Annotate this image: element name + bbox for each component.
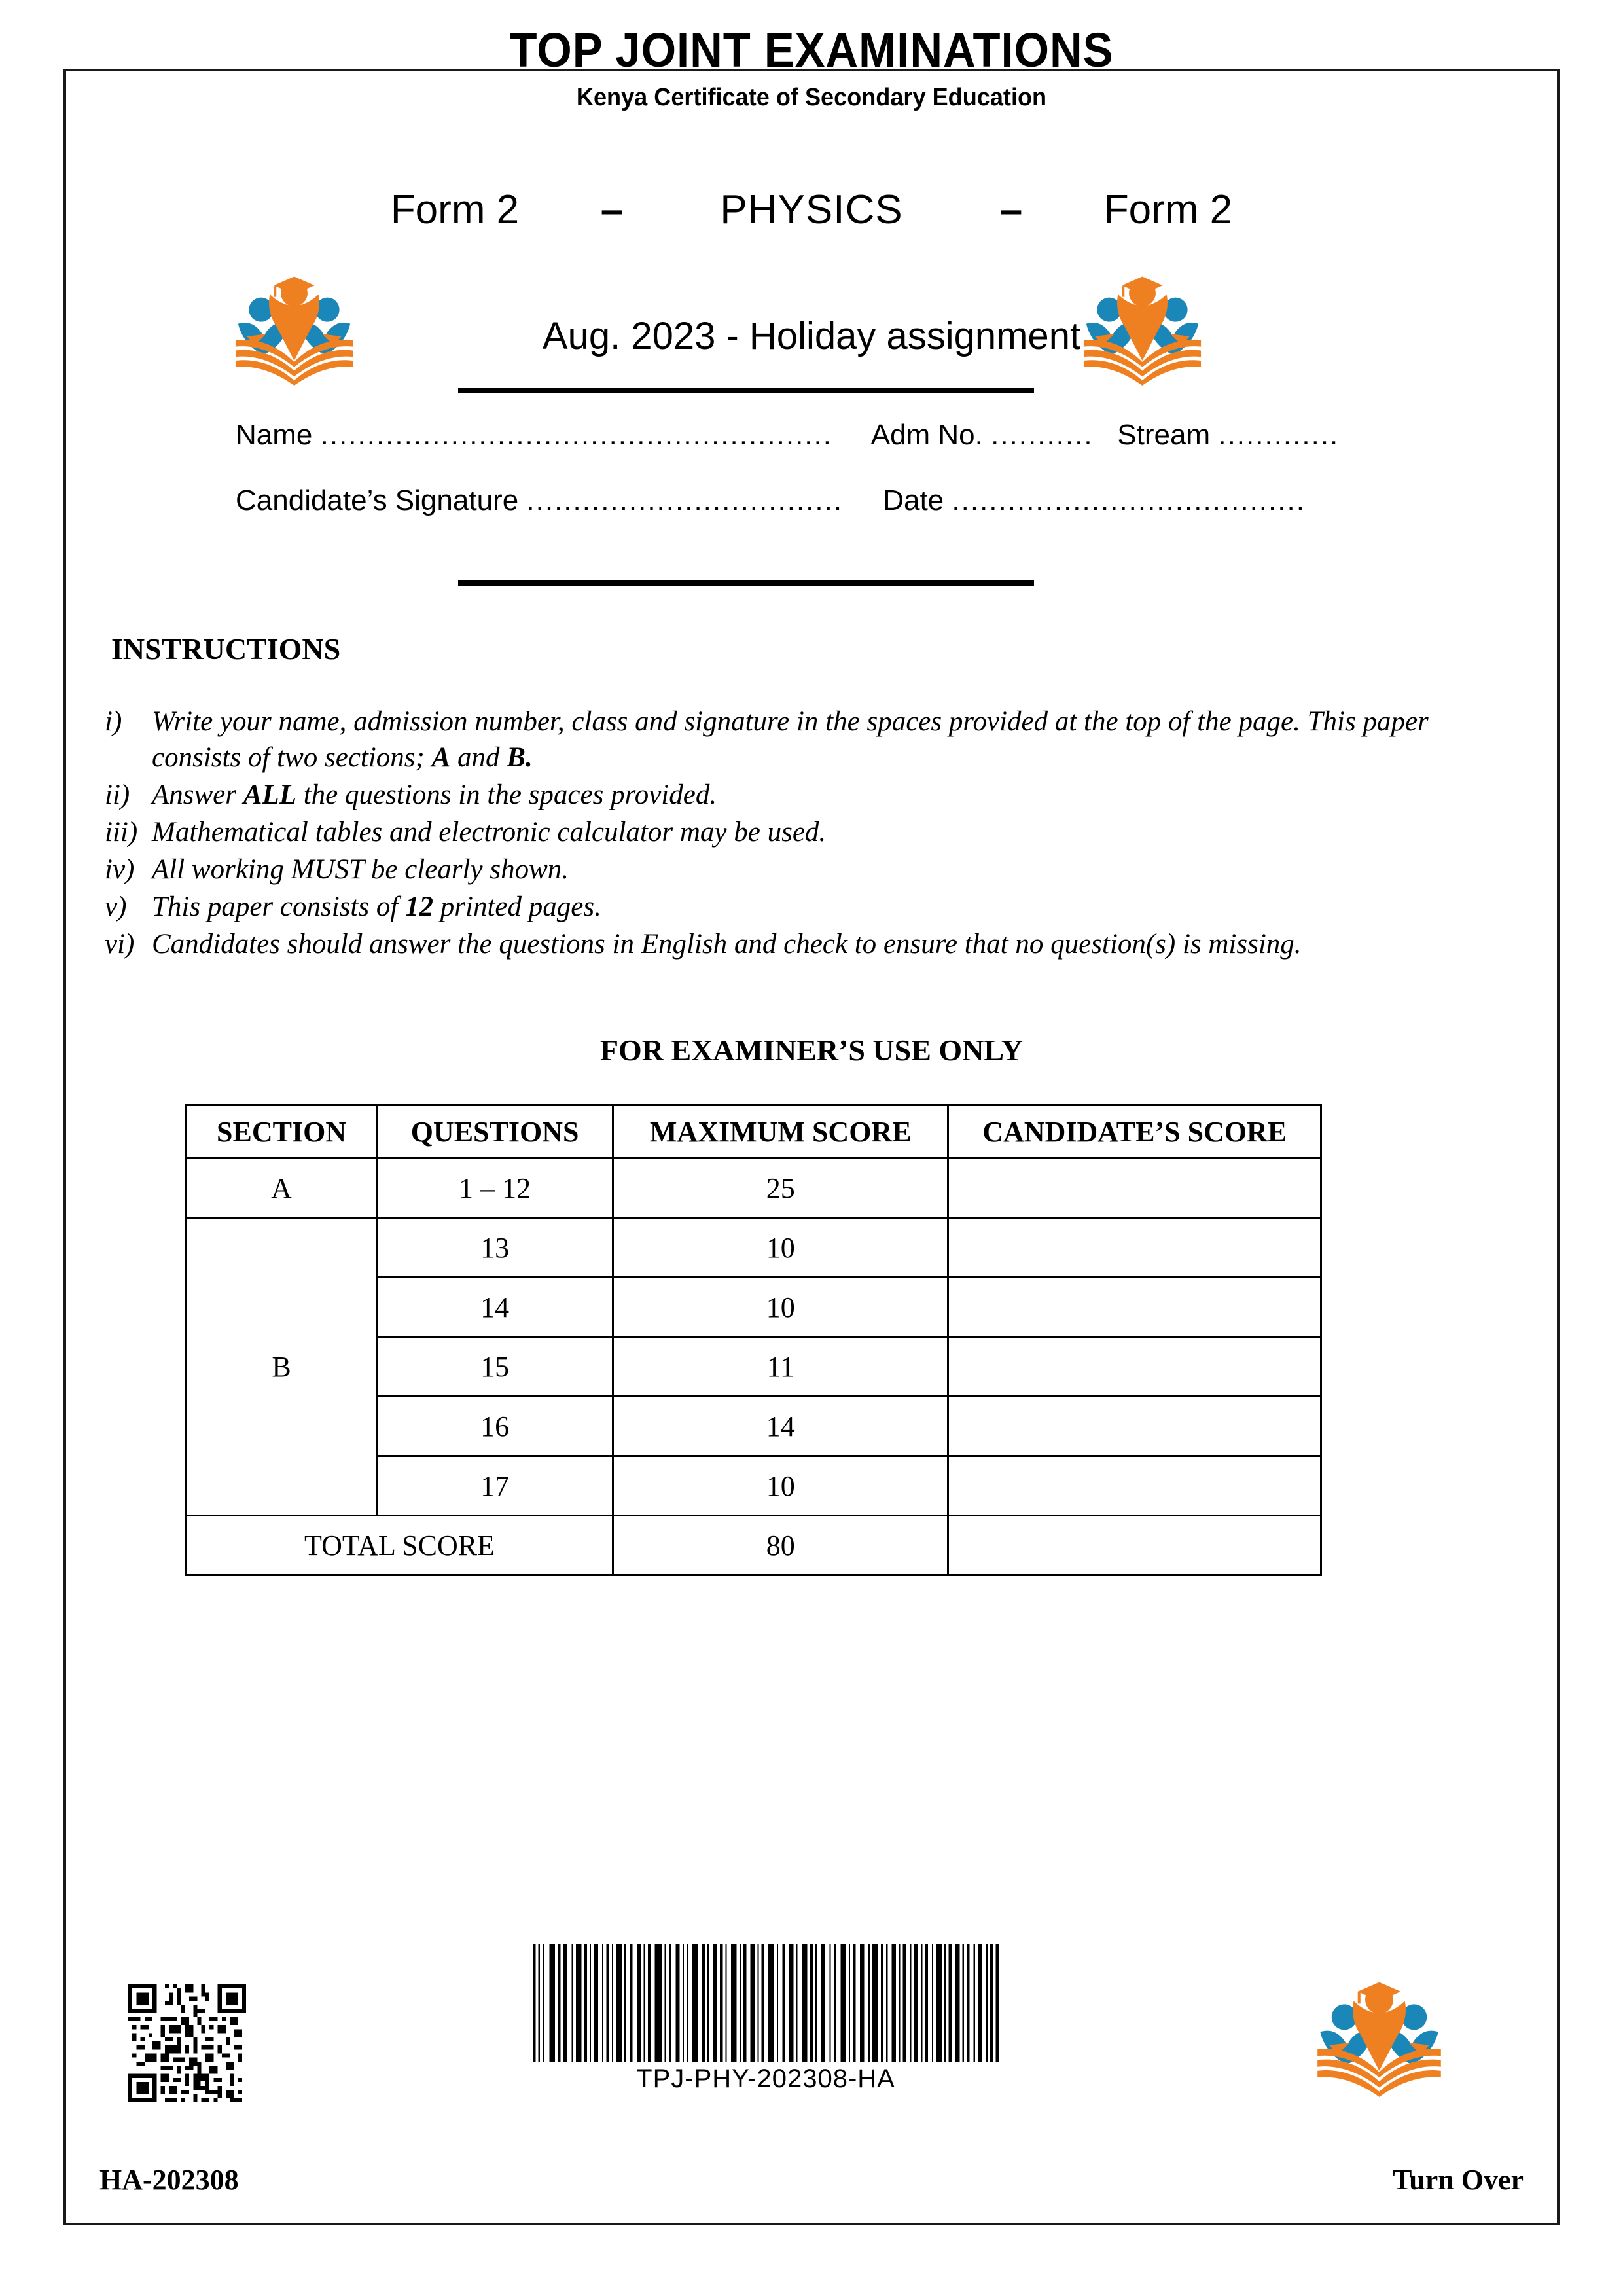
cell-section: A <box>187 1158 377 1218</box>
subject-row <box>0 187 1623 233</box>
instruction-item <box>105 704 1486 776</box>
instruction-text: Candidates should answer the questions in English and check to ensure that no question(s) is missing. <box>152 929 1302 960</box>
barcode-block <box>530 1944 1001 2094</box>
instruction-number: iii) <box>105 817 138 848</box>
form-level-right: Form 2 <box>1103 187 1233 232</box>
cell-candidate-score[interactable] <box>948 1158 1321 1218</box>
dash-separator-left: – <box>600 187 624 232</box>
cell-max-score: 10 <box>613 1456 948 1516</box>
instruction-text: This paper consists of 12 printed pages. <box>152 891 601 923</box>
signature-input-line[interactable]: .................................. <box>526 484 844 516</box>
instruction-item <box>105 926 1486 962</box>
subject-name: PHYSICS <box>720 187 903 232</box>
total-candidate-score[interactable] <box>948 1516 1321 1575</box>
table-header-row <box>187 1105 1321 1158</box>
candidate-identity-row <box>236 419 1427 452</box>
column-header-questions: QUESTIONS <box>377 1105 613 1158</box>
header-rule-top <box>458 388 1034 393</box>
adm-no-label: Adm No. <box>870 419 983 451</box>
school-logo-footer-icon <box>1312 1970 1446 2098</box>
date-label: Date <box>883 484 944 516</box>
adm-no-input-line[interactable]: ........... <box>991 419 1094 451</box>
qr-code-icon <box>128 1984 246 2102</box>
exam-date-line: Aug. 2023 - Holiday assignment <box>542 315 1081 357</box>
instruction-item <box>105 889 1486 925</box>
column-header-candidate-score: CANDIDATE’S SCORE <box>948 1105 1321 1158</box>
table-row <box>187 1218 1321 1278</box>
stream-input-line[interactable]: ............. <box>1218 419 1340 451</box>
examiner-score-table <box>185 1104 1322 1576</box>
name-label: Name <box>236 419 313 451</box>
cell-max-score: 14 <box>613 1397 948 1456</box>
barcode-label: TPJ-PHY-202308-HA <box>636 2064 895 2093</box>
instruction-number: iv) <box>105 854 135 886</box>
cell-candidate-score[interactable] <box>948 1278 1321 1337</box>
candidate-signature-row <box>236 484 1427 517</box>
column-header-max-score: MAXIMUM SCORE <box>613 1105 948 1158</box>
instruction-item <box>105 814 1486 850</box>
column-header-section: SECTION <box>187 1105 377 1158</box>
instruction-text: Mathematical tables and electronic calculator may be used. <box>152 817 827 848</box>
form-level-left: Form 2 <box>390 187 520 232</box>
cell-max-score: 11 <box>613 1337 948 1397</box>
instruction-item <box>105 852 1486 888</box>
instruction-text: Answer ALL the questions in the spaces provided. <box>152 780 717 811</box>
instruction-number: v) <box>105 891 127 923</box>
footer-page-code: HA-202308 <box>99 2164 239 2196</box>
cell-candidate-score[interactable] <box>948 1397 1321 1456</box>
instructions-list <box>105 704 1486 963</box>
instruction-number: vi) <box>105 929 135 960</box>
cell-max-score: 25 <box>613 1158 948 1218</box>
cell-questions: 13 <box>377 1218 613 1278</box>
exam-subtitle: Kenya Certificate of Secondary Education <box>576 84 1047 111</box>
instruction-number: ii) <box>105 780 130 811</box>
cell-questions: 14 <box>377 1278 613 1337</box>
barcode-icon <box>530 1944 1001 2062</box>
signature-label: Candidate’s Signature <box>236 484 519 516</box>
exam-header <box>0 23 1623 111</box>
cell-section: B <box>187 1218 377 1516</box>
cell-questions: 1 – 12 <box>377 1158 613 1218</box>
total-score-label: TOTAL SCORE <box>187 1516 613 1575</box>
cell-candidate-score[interactable] <box>948 1456 1321 1516</box>
footer-turn-over: Turn Over <box>1392 2164 1524 2196</box>
cell-max-score: 10 <box>613 1218 948 1278</box>
cell-candidate-score[interactable] <box>948 1337 1321 1397</box>
exam-title: TOP JOINT EXAMINATIONS <box>509 23 1114 77</box>
total-max-score: 80 <box>613 1516 948 1575</box>
name-input-line[interactable]: ....................................................... <box>320 419 832 451</box>
cell-questions: 16 <box>377 1397 613 1456</box>
table-total-row <box>187 1516 1321 1575</box>
header-rule-bottom <box>458 580 1034 586</box>
cell-max-score: 10 <box>613 1278 948 1337</box>
date-input-line[interactable]: ...................................... <box>952 484 1306 516</box>
cell-questions: 17 <box>377 1456 613 1516</box>
dash-separator-right: – <box>999 187 1023 232</box>
cell-candidate-score[interactable] <box>948 1218 1321 1278</box>
instruction-number: i) <box>105 706 122 737</box>
instructions-heading: INSTRUCTIONS <box>111 632 341 666</box>
examiner-use-heading: FOR EXAMINER’S USE ONLY <box>599 1033 1024 1067</box>
table-row <box>187 1158 1321 1218</box>
cell-questions: 15 <box>377 1337 613 1397</box>
instruction-item <box>105 777 1486 813</box>
stream-label: Stream <box>1117 419 1211 451</box>
instruction-text: All working MUST be clearly shown. <box>152 854 569 886</box>
instruction-text: Write your name, admission number, class and signature in the spaces provided at the top of the page. This paper consists of two sections; A and B. <box>152 706 1429 774</box>
